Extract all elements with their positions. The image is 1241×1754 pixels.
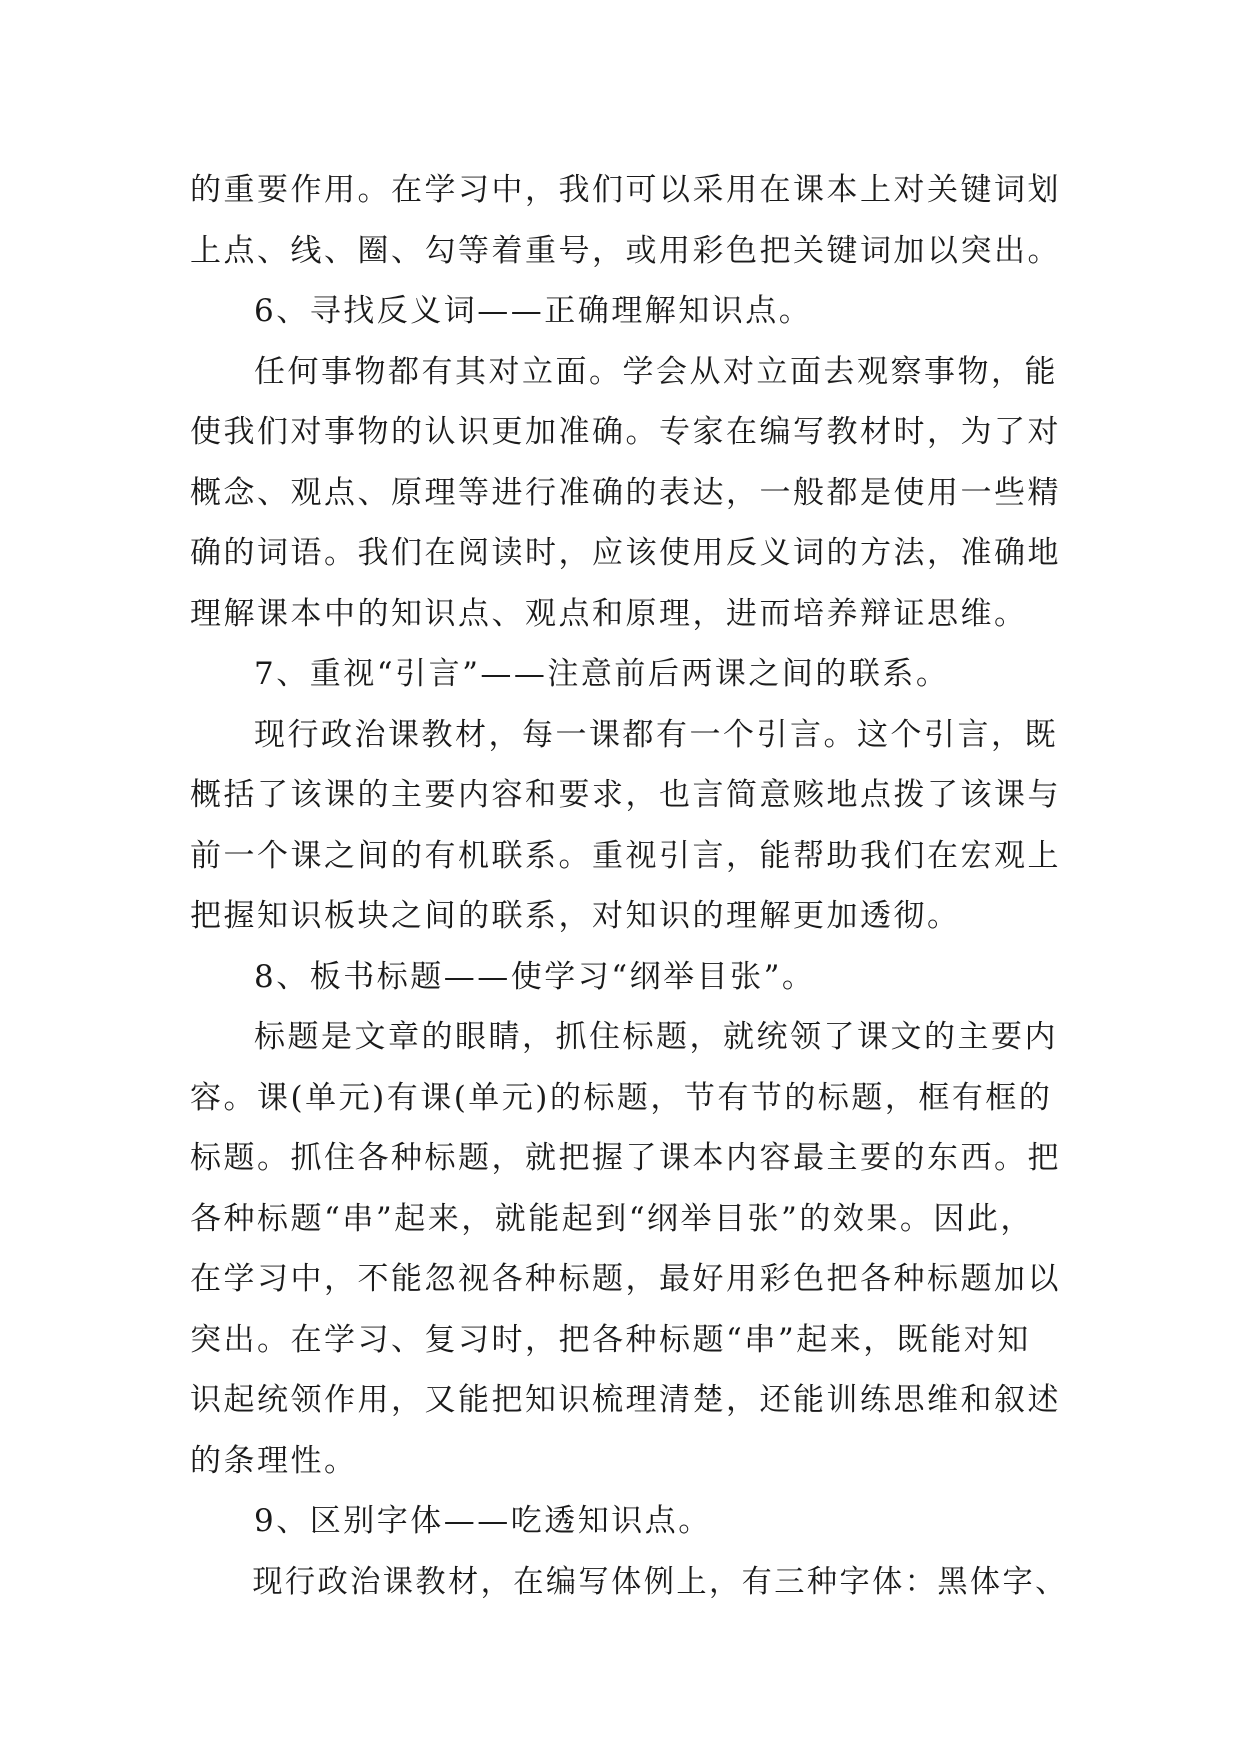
- section-heading-6: 6、寻找反义词——正确理解知识点。: [254, 293, 813, 329]
- text-line: 现行政治课教材，在编写体例上，有三种字体：黑体字、: [252, 1563, 1068, 1600]
- text-line: 的重要作用。在学习中，我们可以采用在课本上对关键词划: [190, 172, 1061, 208]
- text-line: 理解课本中的知识点、观点和原理，进而培养辩证思维。: [190, 595, 1028, 632]
- body-text: [190, 160, 1070, 1612]
- text-line: 概念、观点、原理等进行准确的表达，一般都是使用一些精: [190, 474, 1061, 511]
- section-heading-9: 9、区别字体——吃透知识点。: [254, 1503, 712, 1539]
- text-line: 确的词语。我们在阅读时，应该使用反义词的方法，准确地: [190, 535, 1061, 571]
- section-heading-8: 8、板书标题——使学习“纲举目张”。: [254, 958, 816, 995]
- text-line: 前一个课之间的有机联系。重视引言，能帮助我们在宏观上: [190, 837, 1061, 874]
- text-line: 上点、线、圈、勾等着重号，或用彩色把关键词加以突出。: [190, 232, 1061, 269]
- text-line: 现行政治课教材，每一课都有一个引言。这个引言，既: [254, 716, 1058, 753]
- text-line: 使我们对事物的认识更加准确。专家在编写教材时，为了对: [190, 414, 1061, 450]
- text-line: 各种标题“串”起来，就能起到“纲举目张”的效果。因此，: [190, 1200, 1034, 1237]
- section-heading-7: 7、重视“引言”——注意前后两课之间的联系。: [254, 656, 950, 692]
- text-line: 突出。在学习、复习时，把各种标题“串”起来，既能对知: [190, 1321, 1031, 1358]
- text-line: 容。课(单元)有课(单元)的标题，节有节的标题，框有框的: [190, 1079, 1053, 1116]
- text-line: 概括了该课的主要内容和要求，也言简意赅地点拨了该课与: [190, 777, 1061, 813]
- text-line: 标题是文章的眼睛，抓住标题，就统领了课文的主要内: [254, 1019, 1058, 1055]
- text-line: 在学习中，不能忽视各种标题，最好用彩色把各种标题加以: [190, 1261, 1061, 1297]
- text-line: 的条理性。: [190, 1442, 358, 1479]
- text-line: 标题。抓住各种标题，就把握了课本内容最主要的东西。把: [190, 1140, 1061, 1176]
- text-line: 识起统领作用，又能把知识梳理清楚，还能训练思维和叙述: [190, 1382, 1061, 1418]
- text-line: 把握知识板块之间的联系，对知识的理解更加透彻。: [190, 898, 961, 934]
- text-line: 任何事物都有其对立面。学会从对立面去观察事物，能: [254, 353, 1058, 390]
